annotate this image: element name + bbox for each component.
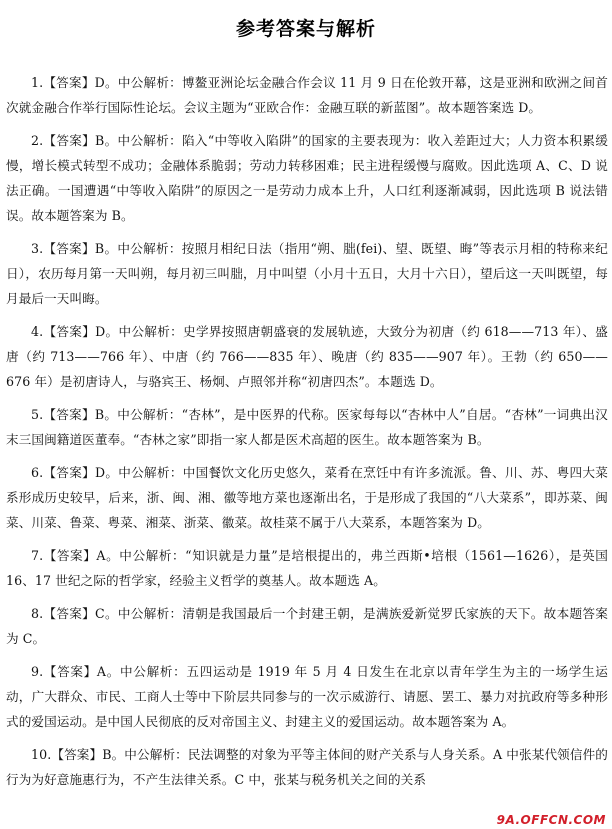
answer-number: 2.: [31, 133, 44, 148]
answer-item-4: [6, 319, 608, 394]
answer-number: 7.: [31, 548, 44, 563]
answer-item-7: [6, 543, 608, 593]
site-watermark: 9A.OFFCN.COM: [496, 813, 606, 827]
answer-item-1: [6, 70, 608, 120]
answer-text: 【答案】B。中公解析：“杏林”，是中医界的代称。医家每每以“杏林中人”自居。“杏林”一词典出汉末三国闽籍道医董奉。“杏林之家”即指一家人都是医术高超的医生。故本题答案为 B。: [6, 407, 608, 447]
answer-number: 9.: [31, 664, 44, 679]
answer-text: 【答案】D。中公解析：史学界按照唐朝盛衰的发展轨迹，大致分为初唐（约 618——713 年）、盛唐（约 713——766 年）、中唐（约 766——835 年）、晚唐（约 835——907 年）。王勃（约 650——676 年）是初唐诗人，与骆宾王、杨炯、卢照邻并称“初唐四杰”。本题选 D。: [6, 324, 608, 389]
answer-text: 【答案】B。中公解析：陷入“中等收入陷阱”的国家的主要表现为：收入差距过大；人力资本积累缓慢，增长模式转型不成功；金融体系脆弱；劳动力转移困难；民主进程缓慢与腐败。因此选项 A、C、D 说法正确。一国遭遇“中等收入陷阱”的原因之一是劳动力成本上升，人口红利逐渐减弱，因此选项 B 说法错误。故本题答案为 B。: [6, 133, 608, 223]
answer-item-8: [6, 601, 608, 651]
answer-text: 【答案】A。中公解析：“知识就是力量”是培根提出的，弗兰西斯•培根（1561—1626），是英国 16、17 世纪之际的哲学家，经验主义哲学的奠基人。故本题选 A。: [6, 548, 608, 588]
answer-number: 10.: [31, 747, 52, 762]
answer-item-10: [6, 742, 608, 792]
answer-text: 【答案】B。中公解析：民法调整的对象为平等主体间的财产关系与人身关系。A 中张某代领信件的行为为好意施惠行为，不产生法律关系。C 中，张某与税务机关之间的关系: [6, 747, 608, 787]
answer-number: 5.: [31, 407, 44, 422]
answer-number: 3.: [31, 241, 44, 256]
answer-item-5: [6, 402, 608, 452]
answer-number: 1.: [31, 75, 44, 90]
answer-text: 【答案】A。中公解析：五四运动是 1919 年 5 月 4 日发生在北京以青年学生为主的一场学生运动，广大群众、市民、工商人士等中下阶层共同参与的一次示威游行、请愿、罢工、暴力对抗政府等多种形式的爱国运动。是中国人民彻底的反对帝国主义、封建主义的爱国运动。故本题答案为 A。: [6, 664, 608, 729]
answer-number: 6.: [31, 465, 44, 480]
answer-text: 【答案】B。中公解析：按照月相纪日法（指用“朔、朏(fei)、望、既望、晦”等表示月相的特称来纪日），农历每月第一天叫朔，每月初三叫朏，月中叫望（小月十五日，大月十六日），望后这一天叫既望，每月最后一天叫晦。: [6, 241, 608, 306]
answer-item-3: [6, 236, 608, 311]
answer-text: 【答案】C。中公解析：清朝是我国最后一个封建王朝，是满族爱新觉罗氏家族的天下。故本题答案为 C。: [6, 606, 608, 646]
answer-number: 8.: [31, 606, 44, 621]
answer-item-6: [6, 460, 608, 535]
answer-list: [6, 70, 608, 800]
answer-item-2: [6, 128, 608, 228]
answer-number: 4.: [31, 324, 44, 339]
page-title: 参考答案与解析: [235, 18, 376, 40]
answer-text: 【答案】D。中公解析：中国餐饮文化历史悠久，菜肴在烹饪中有许多流派。鲁、川、苏、粤四大菜系形成历史较早，后来，浙、闽、湘、徽等地方菜也逐渐出名，于是形成了我国的“八大菜系”，即苏菜、闽菜、川菜、鲁菜、粤菜、湘菜、浙菜、徽菜。故桂菜不属于八大菜系，本题答案为 D。: [6, 465, 608, 530]
answer-item-9: [6, 659, 608, 734]
answer-text: 【答案】D。中公解析：博鳌亚洲论坛金融合作会议 11 月 9 日在伦敦开幕，这是亚洲和欧洲之间首次就金融合作举行国际性论坛。会议主题为“亚欧合作：金融互联的新蓝图”。故本题答案选 D。: [6, 75, 608, 115]
